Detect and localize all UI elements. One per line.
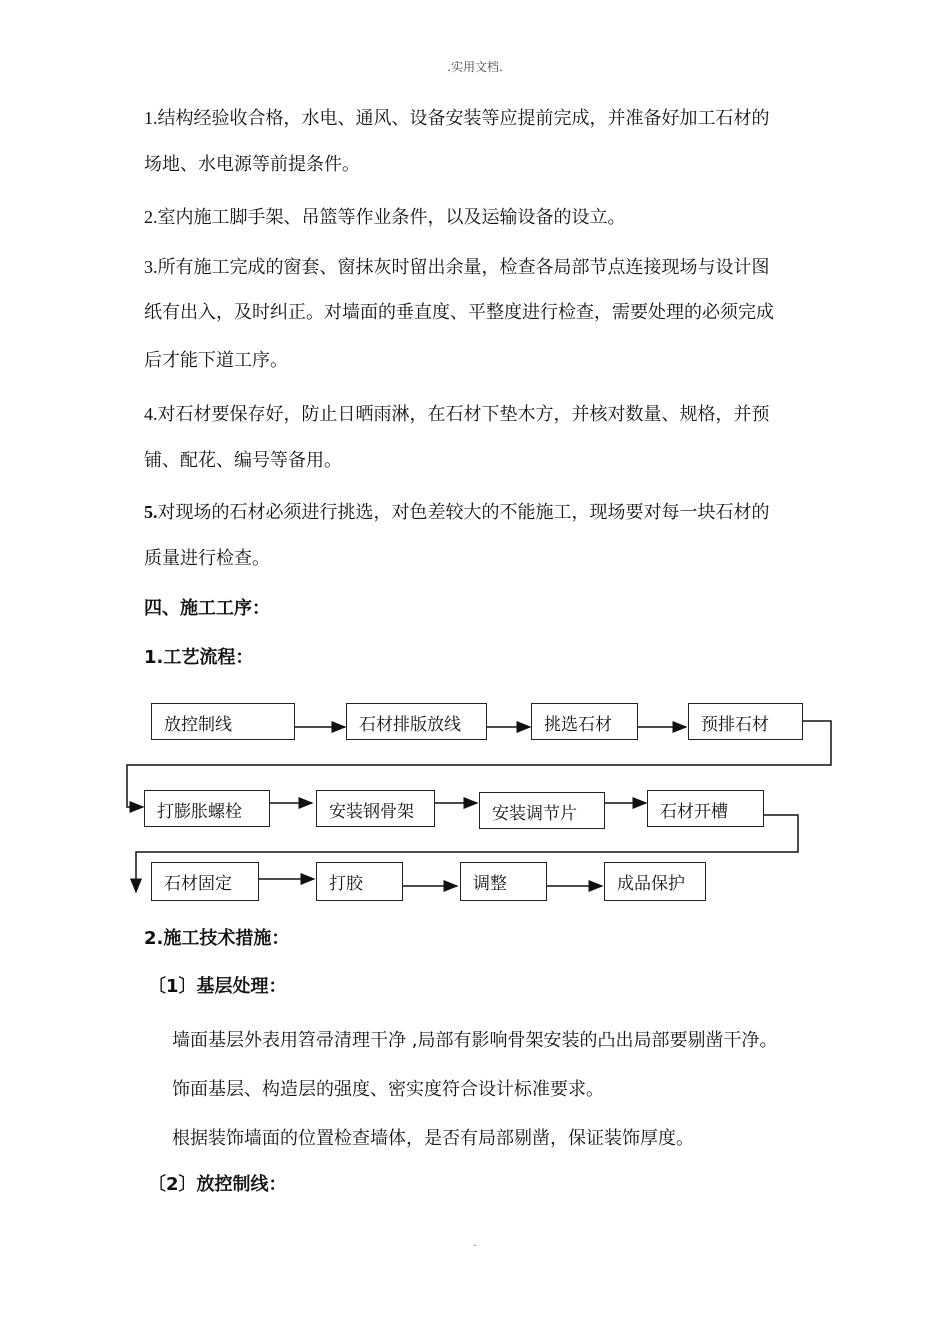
base-treatment-heading: 〔1〕基层处理：	[148, 976, 287, 997]
flow-step-12: 成品保护	[604, 862, 706, 901]
flow-step-8: 石材开槽	[647, 790, 764, 827]
flow-step-3: 挑选石材	[531, 703, 638, 740]
flow-step-2: 石材排版放线	[346, 703, 487, 740]
flow-step-11: 调整	[460, 862, 547, 901]
paragraph-3-line-1: 3.所有施工完成的窗套、窗抹灰时留出余量，检查各局部节点连接现场与设计图	[144, 257, 770, 278]
paragraph-2-line-1: 2.室内施工脚手架、吊篮等作业条件，以及运输设备的设立。	[144, 207, 626, 228]
paragraph-1-line-1: 1.结构经验收合格，水电、通风、设备安装等应提前完成，并准备好加工石材的	[144, 108, 770, 129]
paragraph-3-line-2: 纸有出入，及时纠正。对墙面的垂直度、平整度进行检查，需要处理的必须完成	[144, 302, 774, 323]
page-footer: .	[473, 1238, 477, 1249]
base-treatment-line-2: 饰面基层、构造层的强度、密实度符合设计标准要求。	[172, 1079, 604, 1100]
flow-step-4: 预排石材	[688, 703, 803, 740]
paragraph-4-line-1: 4.对石材要保存好，防止日晒雨淋，在石材下垫木方，并核对数量、规格，并预	[144, 404, 770, 425]
paragraph-1-line-2: 场地、水电源等前提条件。	[144, 154, 360, 175]
section-4-heading: 四、施工工序：	[144, 598, 270, 619]
flow-step-10: 打胶	[316, 862, 403, 901]
flow-step-1: 放控制线	[151, 703, 295, 740]
paragraph-5-line-1: 5.对现场的石材必须进行挑选，对色差较大的不能施工，现场要对每一块石材的	[144, 502, 770, 523]
flow-step-6: 安装钢骨架	[316, 790, 435, 827]
base-treatment-line-1: 墙面基层外表用笤帚清理干净 ,局部有影响骨架安装的凸出局部要剔凿干净。	[172, 1030, 778, 1051]
flow-step-7: 安装调节片	[479, 792, 605, 829]
technical-measures-heading: 2.施工技术措施：	[144, 928, 290, 949]
flow-step-9: 石材固定	[151, 862, 259, 901]
flow-step-5: 打膨胀螺栓	[144, 790, 270, 827]
paragraph-5-line-2: 质量进行检查。	[144, 548, 270, 569]
control-line-heading: 〔2〕放控制线：	[148, 1174, 287, 1195]
paragraph-3-line-3: 后才能下道工序。	[144, 350, 288, 371]
process-flow-heading: 1.工艺流程：	[144, 647, 254, 668]
paragraph-4-line-2: 铺、配花、编号等备用。	[144, 450, 342, 471]
page-header: .实用文档.	[447, 60, 503, 74]
base-treatment-line-3: 根据装饰墙面的位置检查墙体，是否有局部剔凿，保证装饰厚度。	[172, 1128, 694, 1149]
